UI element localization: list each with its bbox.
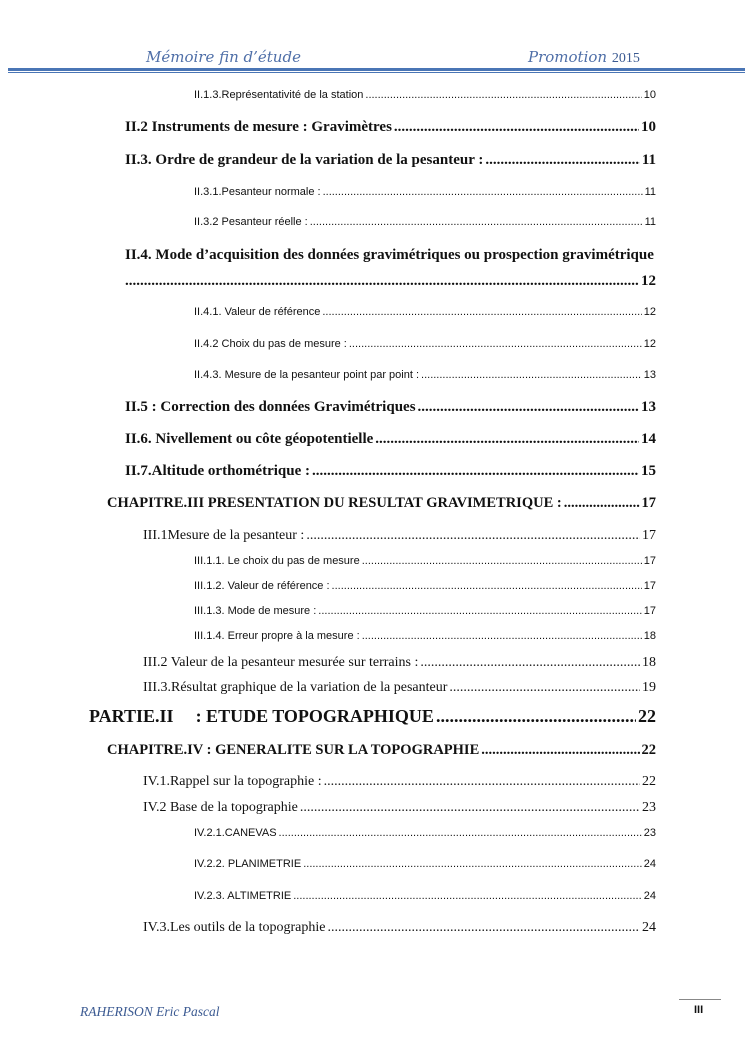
toc-entry-page: 17 [641, 495, 656, 511]
toc-entry[interactable] [143, 680, 656, 696]
toc-entry-page: 13 [641, 399, 656, 415]
toc-entry[interactable] [125, 119, 656, 136]
toc-entry-title: IV.2.2. PLANIMETRIE [194, 858, 302, 870]
toc-entry-page: 12 [641, 273, 656, 289]
toc-entry[interactable] [194, 186, 656, 198]
toc-entry-title: CHAPITRE.III PRESENTATION DU RESULTAT GRAVIMETRIQUE : [107, 495, 562, 511]
toc-leader-dots [328, 920, 641, 936]
toc-chapter-entry[interactable] [107, 495, 656, 512]
toc-entry-title: II.5 : Correction des données Gravimétriques [125, 399, 416, 415]
toc-entry-page: 15 [641, 463, 656, 479]
toc-leader-dots [312, 463, 639, 480]
toc-entry-page: 11 [641, 152, 656, 168]
toc-leader-dots [310, 216, 643, 228]
toc-entry[interactable] [143, 800, 656, 816]
toc-entry-page: 19 [642, 680, 656, 695]
toc-entry-page: 24 [642, 920, 656, 935]
toc-entry-page: 12 [643, 306, 656, 318]
toc-leader-dots [394, 119, 639, 136]
toc-entry[interactable] [194, 555, 656, 567]
toc-entry-page: 23 [642, 800, 656, 815]
header-rule-thick [8, 68, 745, 71]
toc-chapter-entry[interactable] [107, 742, 656, 759]
toc-leader-dots [362, 555, 642, 567]
toc-entry[interactable] [194, 369, 656, 381]
toc-entry-title: IV.2 Base de la topographie [143, 800, 298, 815]
toc-entry-title: II.4.2 Choix du pas de mesure : [194, 338, 347, 350]
toc-entry-title: II.3. Ordre de grandeur de la variation de la pesanteur : [125, 152, 484, 168]
toc-entry-title: III.1.1. Le choix du pas de mesure [194, 555, 360, 567]
toc-entry-title: III.1.4. Erreur propre à la mesure : [194, 630, 360, 642]
toc-part-label: PARTIE.II [89, 706, 174, 726]
toc-entry-page: 23 [643, 827, 656, 839]
footer-rule [679, 999, 721, 1000]
toc-entry[interactable] [194, 630, 656, 642]
footer-page-number: III [694, 1004, 704, 1016]
toc-entry[interactable] [194, 580, 656, 592]
toc-entry[interactable] [194, 306, 656, 318]
toc-entry[interactable] [143, 774, 656, 790]
toc-entry-title: II.2 Instruments de mesure : Gravimètres [125, 119, 392, 135]
toc-entry[interactable] [194, 338, 656, 350]
toc-entry[interactable] [194, 605, 656, 617]
toc-entry-page: 12 [643, 338, 656, 350]
toc-entry-title: : ETUDE TOPOGRAPHIQUE [195, 706, 434, 726]
toc-entry[interactable] [125, 431, 656, 448]
toc-entry-page: 22 [641, 742, 656, 758]
toc-leader-dots [420, 655, 640, 671]
toc-entry-title: II.1.3.Représentativité de la station [194, 89, 364, 101]
toc-entry-page: 11 [644, 216, 656, 228]
toc-entry-page: 24 [643, 890, 656, 902]
toc-entry-continuation[interactable] [125, 273, 656, 290]
toc-entry[interactable] [143, 528, 656, 544]
toc-leader-dots [449, 680, 640, 696]
toc-leader-dots [349, 338, 642, 350]
toc-entry-title: III.1.2. Valeur de référence : [194, 580, 330, 592]
toc-leader-dots [293, 890, 642, 902]
toc-leader-dots [324, 774, 640, 790]
toc-leader-dots [332, 580, 642, 592]
toc-entry-title: II.4.1. Valeur de référence [194, 306, 321, 318]
toc-leader-dots [418, 399, 639, 416]
toc-entry-page: 17 [643, 605, 656, 617]
toc-entry-title: II.3.2 Pesanteur réelle : [194, 216, 308, 228]
header-title-right [528, 48, 640, 68]
toc-leader-dots [125, 273, 639, 290]
toc-leader-dots [421, 369, 642, 381]
toc-entry-title: II.4.3. Mesure de la pesanteur point par point : [194, 369, 420, 381]
toc-entry[interactable] [125, 399, 656, 416]
toc-entry-page: 14 [641, 431, 656, 447]
toc-leader-dots [564, 495, 640, 512]
toc-leader-dots [306, 528, 640, 544]
toc-entry[interactable] [143, 655, 656, 671]
toc-entry-title: III.2 Valeur de la pesanteur mesurée sur terrains : [143, 655, 419, 670]
header-promotion-label: Promotion [528, 48, 608, 66]
toc-leader-dots [303, 858, 642, 870]
toc-entry-page: 18 [642, 655, 656, 670]
toc-leader-dots [323, 186, 643, 198]
toc-entry-title: IV.3.Les outils de la topographie [143, 920, 326, 935]
toc-entry-title: IV.2.1.CANEVAS [194, 827, 277, 839]
toc-entry[interactable] [194, 827, 656, 839]
toc-entry-title: IV.2.3. ALTIMETRIE [194, 890, 292, 902]
toc-entry[interactable] [125, 463, 656, 480]
toc-entry[interactable] [143, 920, 656, 936]
toc-entry-page: 17 [643, 580, 656, 592]
toc-entry-page: 11 [644, 186, 656, 198]
toc-leader-dots [481, 742, 639, 759]
toc-entry-page: 10 [641, 119, 656, 135]
toc-part-entry[interactable] [89, 706, 656, 727]
header-title-left: Mémoire fin d’étude [146, 48, 301, 66]
toc-entry-title: II.3.1.Pesanteur normale : [194, 186, 321, 198]
toc-entry-title: III.1Mesure de la pesanteur : [143, 528, 305, 543]
toc-entry[interactable] [194, 89, 656, 101]
header-promotion-year: 2015 [611, 51, 640, 66]
toc-entry-title: IV.1.Rappel sur la topographie : [143, 774, 322, 789]
toc-entry-page: 17 [643, 555, 656, 567]
toc-entry-page: 24 [643, 858, 656, 870]
toc-entry-page: 17 [642, 528, 656, 543]
toc-entry-title: II.6. Nivellement ou côte géopotentielle [125, 431, 374, 447]
toc-leader-dots [436, 706, 636, 727]
toc-leader-dots [322, 306, 641, 318]
toc-leader-dots [318, 605, 641, 617]
header-rule-thin [8, 72, 745, 73]
toc-entry[interactable] [125, 152, 656, 169]
toc-entry-page: 22 [642, 774, 656, 789]
toc-entry-title: III.3.Résultat graphique de la variation de la pesanteur [143, 680, 448, 695]
toc-entry-page: 10 [643, 89, 656, 101]
toc-leader-dots [365, 89, 641, 101]
toc-entry-page: 22 [638, 706, 656, 726]
toc-entry[interactable] [194, 890, 656, 902]
toc-entry-title: CHAPITRE.IV : GENERALITE SUR LA TOPOGRAPHIE [107, 742, 480, 758]
toc-leader-dots [375, 431, 639, 448]
toc-entry-title: III.1.3. Mode de mesure : [194, 605, 317, 617]
toc-entry-page: 18 [643, 630, 656, 642]
toc-leader-dots [362, 630, 642, 642]
toc-leader-dots [300, 800, 640, 816]
toc-entry-title: II.7.Altitude orthométrique : [125, 463, 310, 479]
toc-entry[interactable] [194, 216, 656, 228]
footer-author: RAHERISON Eric Pascal [80, 1004, 220, 1019]
toc-entry-title-wrapped[interactable]: II.4. Mode d’acquisition des données gravimétriques ou prospection gravimétrique [125, 247, 654, 263]
toc-entry-page: 13 [643, 369, 656, 381]
toc-leader-dots [279, 827, 642, 839]
toc-leader-dots [485, 152, 639, 169]
toc-entry[interactable] [194, 858, 656, 870]
